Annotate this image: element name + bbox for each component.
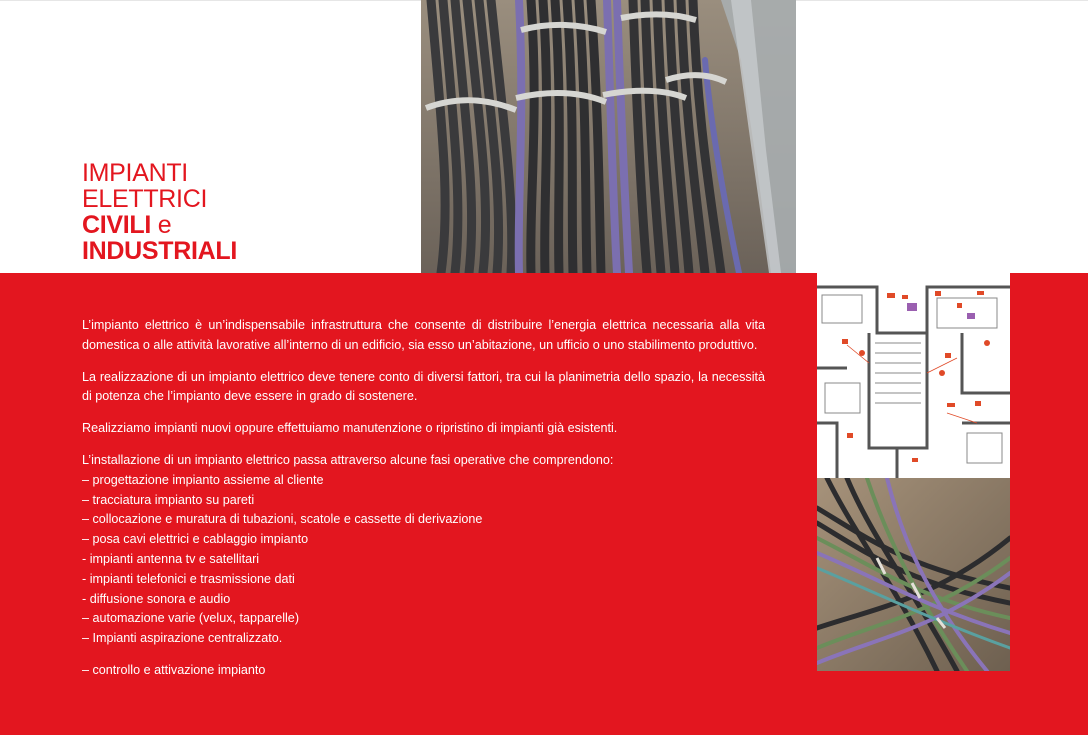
list-item: – collocazione e muratura di tubazioni, scatole e cassette di derivazione xyxy=(82,512,483,527)
description-content xyxy=(82,316,765,681)
list-item: – tracciatura impianto su pareti xyxy=(82,492,255,507)
paragraph-phases: L’installazione di un impianto elettrico passa attraverso alcune fasi operative che comprendono: xyxy=(82,452,614,467)
title-line-4 xyxy=(82,238,237,264)
title-conjunction: e xyxy=(151,211,172,239)
page-title xyxy=(82,160,237,264)
list-item: – posa cavi elettrici e cablaggio impianto xyxy=(82,532,309,547)
list-item: – progettazione impianto assieme al cliente xyxy=(82,472,324,487)
conduits-illustration xyxy=(817,478,1010,671)
title-line-1: IMPIANTI xyxy=(82,159,188,187)
list-item-final: – controllo e attivazione impianto xyxy=(82,662,266,677)
title-line-3 xyxy=(82,212,237,238)
title-bold-civili: CIVILI xyxy=(82,211,152,239)
floor-plan-illustration xyxy=(817,273,1010,478)
conduit-installation-photo xyxy=(817,478,1010,671)
paragraph-intro: L’impianto elettrico è un’indispensabile infrastruttura che consente di distribuire l’energia elettrica necessaria alla vita domestica o alle attività lavorative all’interno di un edificio, sia esso un’abitazione, un ufficio o uno stabilimento produttivo. xyxy=(82,318,765,352)
phases-list xyxy=(82,471,765,649)
list-item: - impianti telefonici e trasmissione dati xyxy=(82,571,295,586)
cable-bundles-photo xyxy=(421,0,796,273)
list-item: – automazione varie (velux, tapparelle) xyxy=(82,611,300,626)
title-line-2: ELETTRICI xyxy=(82,185,208,213)
title-bold-industriali: INDUSTRIALI xyxy=(82,237,238,265)
list-item: - impianti antenna tv e satellitari xyxy=(82,551,260,566)
cable-bundles-illustration xyxy=(421,0,796,273)
electrical-floor-plan xyxy=(817,273,1010,478)
paragraph-factors: La realizzazione di un impianto elettrico deve tenere conto di diversi fattori, tra cui la planimetria dello spazio, la necessità di potenza che l’impianto deve essere in grado di sostenere. xyxy=(82,369,765,404)
paragraph-services: Realizziamo impianti nuovi oppure effettuiamo manutenzione o ripristino di impianti già esistenti. xyxy=(82,421,618,436)
list-item: – Impianti aspirazione centralizzato. xyxy=(82,631,283,646)
list-item: - diffusione sonora e audio xyxy=(82,591,231,606)
